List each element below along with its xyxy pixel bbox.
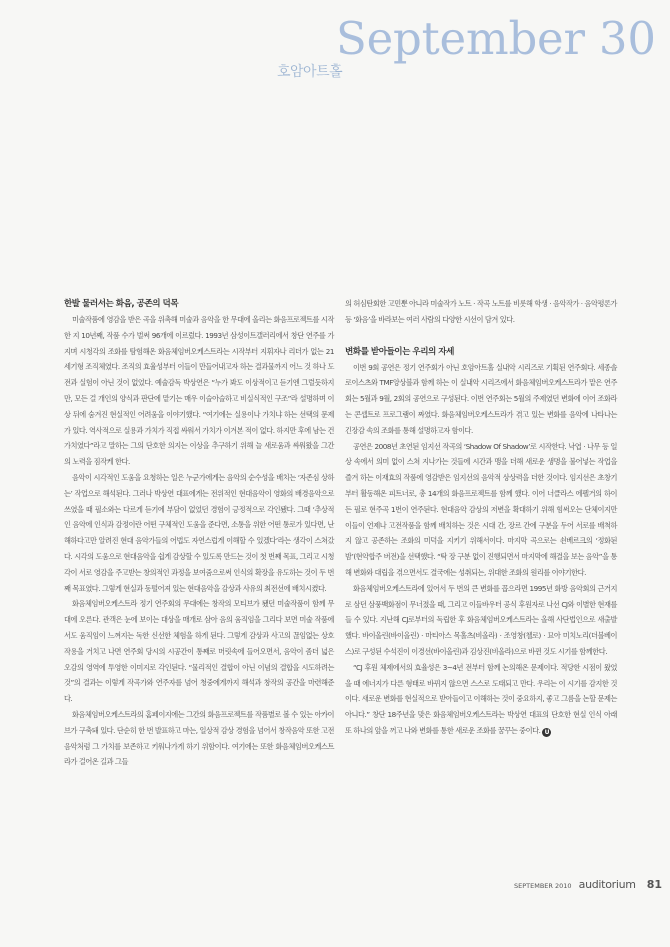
section-heading: 한발 물러서는 화음, 공존의 덕목 <box>64 299 179 309</box>
footer-issue-date: SEPTEMBER 2010 <box>514 882 572 890</box>
venue-label: 호암아트홀 <box>277 64 343 80</box>
body-paragraph: 미술작품에 영감을 받은 곡을 위촉해 미술과 음악을 한 무대에 올리는 화음프로젝트를 시작한 지 10년째, 작품 수가 벌써 96개에 이르렀다. 1993년 삼성이트갤러리에서 창단 연주를 가지며 시청각의 조화를 탐험해온 화음체임버오케스트라는 시작부터 지휘자나 리더가 없는 21세기형 조직체였다. 조직의 효율성부터 이들이 만들어내고자 하는 결과물까지 어느 것 하나 도전과 실험이 아닌 것이 없었다. 예술감독 박상연은 “누가 봐도 이상적이고 듣기엔 그럴듯하지만, 모든 걸 개인의 양식과 판단에 맡기는 매우 이슬아슬하고 비실식적인 구조”라 설명하며 이상 뒤에 숨겨진 현실적인 어려움을 이야기했다. “여기에는 실용이나 가치냐 하는 선택의 문제가 있다. 역사적으로 실용과 가치가 직접 싸워서 가치가 이겨본 적이 없다. 하지만 후에 남는 건 가치였다”라고 말하는 그의 단호한 의지는 이상을 추구하기 위해 늘 새로움과 싸워왔을 그간의 노력을 짐작케 한다. <box>64 315 334 467</box>
closing-paragraph-text: “CJ 후원 체제에서의 효율성은 3~4년 전부터 함께 논의해온 문제이다. 적당한 시점이 왔었을 때 에너지가 다른 형태로 바뀌지 않으면 스스로 도태되고 만다. 우리는 이 시기를 감지한 것이다. 새로운 변화를 현실적으로 받아들이고 이해하는 것이 중요하지, 좋고 그름을 논할 문제는 아니다.” 창단 18주년을 맞은 화음체임버오케스트라는 박상연 대표의 단호한 현실 인식 아래 또 하나의 앞을 꺼고 나와 변화를 통한 새로운 조화를 꿈꾸는 중이다. <box>345 662 617 735</box>
body-paragraph: 음악이 시각적인 도움을 요청하는 일은 누군가에게는 음악의 순수성을 배치는 ‘자존심 상하는’ 작업으로 해석된다. 그러나 박상연 대표에게는 전위적인 현대음악이 영화의 배경음악으로 쓰였을 때 필소와는 다르게 듣기에 부담이 없었던 경험이 긍정적으로 각인됐다. 그때 ‘추상적인 음악에 인식과 감정이란 어떤 구체적인 도움을 준다면, 소통을 위한 어떤 통로가 있다면, 난해하다고만 알려진 현대 음악가들의 어법도 자연스럽게 이해할 수 있겠다’라는 생각이 스쳐갔다. 시각의 도움으로 현대음악을 쉽게 감상할 수 있도록 만드는 것이 첫 번째 목표, 그리고 시청각이 서로 영감을 주고받는 창의적인 과정을 보여줌으로써 인식의 확장을 유도하는 것이 두 번째 목표였다. 그렇게 현실과 동떨어져 있는 현대음악을 감상과 사유의 최전선에 배치시켰다. <box>64 472 334 593</box>
body-paragraph: 화음체임버오케스트라 정기 연주회의 무대에는 창작의 모티브가 됐던 미술작품이 함께 무대에 오른다. 관객은 눈에 보이는 대상을 매개로 삼아 음의 움직임을 그리다 보면 미술 작품에서도 움직임이 느껴지는 독한 신선한 체험을 하게 된다. 그렇게 감상과 사고의 끊임없는 상호작용을 거치고 나면 연주회 당시의 시공간이 통째로 머릿속에 들어오면서, 음악이 좀더 넓은 오감의 영역에 투영한 이미지로 각인된다. “물리적인 결합이 아닌 이념의 결합을 시도하려는 것”의 결과는 이렇게 작곡가와 연주자를 넘어 청중에게까지 해석과 창작의 공간을 마련해준다. <box>64 599 334 704</box>
section-heading: 변화를 받아들이는 우리의 자세 <box>345 346 454 357</box>
body-paragraph: 의 허심탄회한 고민뿐 아니라 미술작가 노트 · 작곡 노트를 비롯해 학생 · 음악작가 · 음악평론가 등 ‘화음’을 바라보는 여러 사람의 다양한 시선이 담겨 있다. <box>345 299 617 324</box>
right-column <box>345 296 617 739</box>
footer-magazine-name: auditorium <box>578 878 636 891</box>
body-paragraph: 이번 9회 공연은 정기 연주회가 아닌 호암아트홀 실내악 시리즈로 기획된 연주회다. 세종솔로이스츠와 TMF앙상블과 함께 하는 이 실내악 시리즈에서 화음체임버오케스트라가 맡은 연주회는 5월과 9월, 2회의 공연으로 구성된다. 이번 연주회는 5월의 주제였던 변화에 이어 조화라는 콘셉트로 프로그램이 짜였다. 화음체임버오케스트라가 겪고 있는 변화를 음악에 나타나는 긴장감 속의 조화를 통해 설명하고자 함이다. <box>345 362 617 435</box>
body-paragraph: 공연은 2008년 초연된 임지선 작곡의 ‘Shadow Of Shadow’로 시작한다. 낙엽 · 나무 등 일상 속에서 의미 없이 스쳐 지나가는 것들에 시간과 맹을 더해 새로운 생명을 불어넣는 작업을 즐겨 하는 이재효의 작품에 영감받은 임지선의 음악적 상상력을 더한 것이다. 임지선은 초창기부터 활동해온 피트너로, 총 14개의 화음프로젝트를 함께 했다. 이어 너클라스 에펠거의 하이든 필로 현주곡 1번이 연주된다. 현대음악 감상의 저변을 확대하기 위해 힘써오는 단체이지만 이들이 언제나 고전작품을 함께 배치하는 것은 시대 간, 장르 간에 구분을 두어 서로를 배척하지 않고 공존하는 조화의 미덕을 지키기 위해서이다. 마지막 곡으로는 쇤베르크의 ‘정화된 밤’(현악합주 버전)을 선택했다. “탁 장 구분 없이 진행되면서 마지막에 해결을 보는 음악”을 통해 변화와 대립을 겪으면서도 결국에는 성취되는, 위대한 조화의 원리를 이야기한다. <box>345 441 617 577</box>
page-footer <box>514 873 662 892</box>
body-paragraph: 화음체임버오케스트라의 홈페이지에는 그간의 화음프로젝트를 작품별로 볼 수 있는 아카이브가 구축돼 있다. 단순히 한 번 발표하고 마는, 일상적 감상 경험을 넘어서 창작음악 또한 고전음악처럼 그 가치를 보존하고 키워나가게 하기 위함이다. 여기에는 또한 화음체임버오케스트라가 걸어온 길과 그들 <box>64 709 334 767</box>
spacer <box>345 328 617 344</box>
body-paragraph: 화음체임버오케스트라에 있어서 두 번의 큰 변화를 꼽으라면 1995년 화방 음악회의 근거지로 삼던 삼풍백화점이 무너졌을 때, 그리고 이들바우터 공식 후원자로 나선 CJ와 이별한 현재를 들 수 있다. 지난해 CJ로부터의 독립한 후 화음체임버오케스트라는 올해 사단법인으로 새출발했다. 바이올린(바이올린) · 마티아스 목홀츠(비올라) · 조영창(첼로) · 묘아 미치노리(더블베이스)로 구성된 수석진이 이경선(바이올린)과 김상진(비올라)으로 바뀐 것도 시기를 함께한다. <box>345 583 617 656</box>
end-mark-icon: U <box>542 728 551 737</box>
page-number: 81 <box>646 878 663 891</box>
body-paragraph <box>345 660 617 739</box>
left-column <box>64 296 334 770</box>
page-title: September 30 <box>336 12 656 65</box>
